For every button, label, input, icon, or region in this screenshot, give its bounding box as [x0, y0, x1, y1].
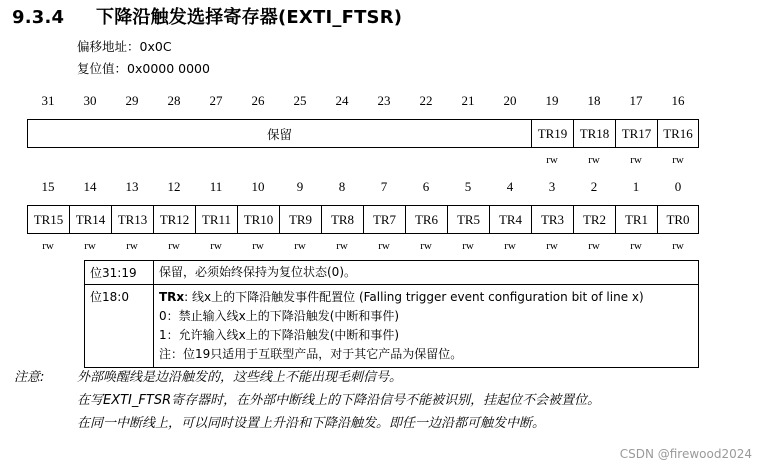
note-line: 在写EXTI_FTSR寄存器时，在外部中断线上的下降沿信号不能被识别，挂起位不会被置位。: [77, 393, 601, 408]
bit-number: 12: [167, 179, 181, 194]
table-row: [85, 285, 699, 368]
bit-number: 24: [335, 93, 349, 108]
reserved-field: 保留: [27, 119, 531, 148]
register-field: TR19: [531, 119, 573, 148]
register-field: TR2: [573, 205, 615, 234]
access-label: rw: [252, 240, 264, 252]
bit-number: 22: [419, 93, 433, 108]
access-label: rw: [378, 240, 390, 252]
bit-number: 16: [671, 93, 685, 108]
bit-number: 21: [461, 93, 475, 108]
bit-number: 6: [422, 179, 430, 194]
bit-description-table: [84, 260, 699, 368]
bit-range: 位18:0: [85, 285, 154, 368]
description-line: [159, 288, 693, 307]
register-field: TR15: [27, 205, 69, 234]
register-high-row: [27, 119, 699, 148]
access-label: rw: [672, 240, 684, 252]
section-heading: [12, 3, 402, 29]
access-label: rw: [294, 240, 306, 252]
access-label: rw: [630, 240, 642, 252]
bit-number: 5: [464, 179, 472, 194]
register-field: TR4: [489, 205, 531, 234]
description-line: 1：允许输入线x上的下降沿触发(中断和事件): [159, 328, 400, 342]
bit-number: 25: [293, 93, 307, 108]
watermark: CSDN @firewood2024: [619, 447, 752, 461]
reset-value: 0x0000 0000: [127, 61, 210, 76]
access-label: rw: [588, 154, 600, 166]
note-line: 在同一中断线上，可以同时设置上升沿和下降沿触发。即任一边沿都可触发中断。: [77, 416, 546, 431]
bit-number: 7: [380, 179, 388, 194]
register-field: TR0: [657, 205, 699, 234]
register-field: TR1: [615, 205, 657, 234]
register-field: TR6: [405, 205, 447, 234]
bit-number: 17: [629, 93, 643, 108]
bit-number: 2: [590, 179, 598, 194]
register-field: TR9: [279, 205, 321, 234]
register-field: TR17: [615, 119, 657, 148]
bit-number: 9: [296, 179, 304, 194]
bit-number: 15: [41, 179, 55, 194]
reset-label: 复位值：: [77, 61, 128, 76]
bit-range: 位31:19: [85, 261, 154, 285]
access-label: rw: [588, 240, 600, 252]
section-number: 9.3.4: [12, 7, 65, 28]
description-line: 保留，必须始终保持为复位状态(0)。: [159, 265, 356, 279]
bit-number: 23: [377, 93, 391, 108]
offset-label: 偏移地址：: [77, 39, 140, 54]
register-field: TR14: [69, 205, 111, 234]
bit-number: 26: [251, 93, 265, 108]
section-title: 下降沿触发选择寄存器(EXTI_FTSR): [96, 7, 403, 28]
register-field: TR10: [237, 205, 279, 234]
bit-number: 11: [209, 179, 223, 194]
register-field: TR12: [153, 205, 195, 234]
bit-number: 10: [251, 179, 265, 194]
bit-number: 29: [125, 93, 139, 108]
bit-number: 18: [587, 93, 601, 108]
register-field: TR13: [111, 205, 153, 234]
register-field: TR18: [573, 119, 615, 148]
register-field: TR3: [531, 205, 573, 234]
description-line: 注：位19只适用于互联型产品，对于其它产品为保留位。: [159, 347, 463, 361]
bit-number: 20: [503, 93, 517, 108]
description-line: 0：禁止输入线x上的下降沿触发(中断和事件): [159, 309, 400, 323]
note-label: 注意:: [14, 370, 45, 385]
note-line: 外部唤醒线是边沿触发的，这些线上不能出现毛刺信号。: [77, 370, 403, 385]
offset-value: 0x0C: [139, 39, 172, 54]
access-label: rw: [546, 240, 558, 252]
register-field: TR5: [447, 205, 489, 234]
register-field: TR16: [657, 119, 699, 148]
register-field: TR8: [321, 205, 363, 234]
bit-number: 31: [41, 93, 55, 108]
bit-number: 0: [674, 179, 682, 194]
field-summary: : 线x上的下降沿触发事件配置位 (Falling trigger event configuration bit of line x): [184, 290, 644, 304]
access-label: rw: [42, 240, 54, 252]
access-label: rw: [210, 240, 222, 252]
register-low-row: [27, 205, 699, 234]
bit-number: 4: [506, 179, 514, 194]
bit-description: [154, 261, 699, 285]
bit-number: 1: [632, 179, 640, 194]
register-field: TR11: [195, 205, 237, 234]
bit-number: 27: [209, 93, 223, 108]
access-label: rw: [504, 240, 516, 252]
access-label: rw: [126, 240, 138, 252]
field-name: TRx: [159, 290, 185, 304]
access-label: rw: [546, 154, 558, 166]
access-label: rw: [420, 240, 432, 252]
access-label: rw: [336, 240, 348, 252]
bit-number: 13: [125, 179, 139, 194]
bit-description: [154, 285, 699, 368]
access-label: rw: [462, 240, 474, 252]
bit-number: 3: [548, 179, 556, 194]
bit-number: 8: [338, 179, 346, 194]
table-row: [85, 261, 699, 285]
bit-number: 19: [545, 93, 559, 108]
access-label: rw: [672, 154, 684, 166]
reset-line: [77, 59, 210, 77]
access-label: rw: [168, 240, 180, 252]
offset-line: [77, 37, 172, 55]
bit-number: 30: [83, 93, 97, 108]
register-field: TR7: [363, 205, 405, 234]
bit-number: 14: [83, 179, 97, 194]
access-label: rw: [84, 240, 96, 252]
access-label: rw: [630, 154, 642, 166]
bit-number: 28: [167, 93, 181, 108]
